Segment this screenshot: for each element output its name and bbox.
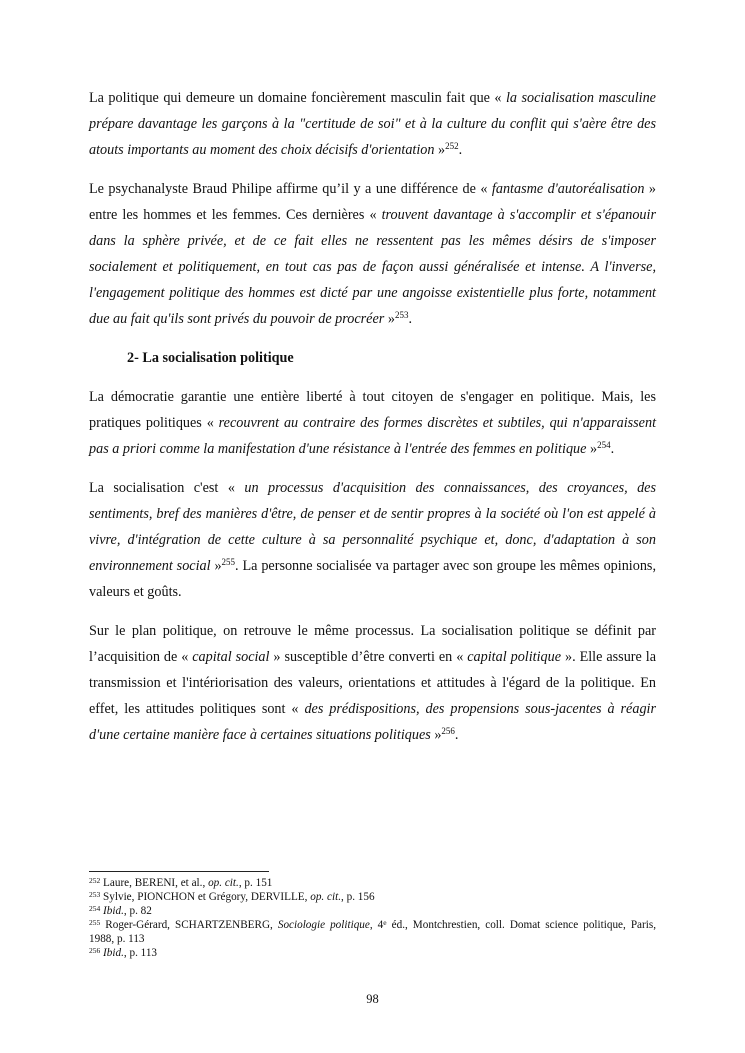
text-span: , p. 113	[123, 947, 158, 959]
footnote-254	[89, 904, 656, 918]
text-span: »	[210, 558, 222, 574]
text-span: .	[408, 311, 412, 327]
section-heading	[127, 345, 656, 371]
footnote-ref: 255	[89, 918, 101, 927]
text-span: La socialisation c'est «	[89, 480, 245, 496]
text-span: trouvent davantage à s'accomplir et s'épanouir dans la sphère privée, et de ce fait elles ne ressentent pas les mêmes désirs de s'imposer socialement et politiquement, en tout cas pas de façon aussi généralisée et intense. A l'inverse, l'engagement politique des hommes est dicté par une angoisse existentielle plus forte, notamment due au fait qu'ils sont privés du pouvoir de procréer	[89, 207, 656, 327]
footnote-ref: 252	[89, 876, 101, 885]
text-span: Ibid.	[103, 947, 124, 959]
text-span: , p. 156	[341, 891, 375, 903]
text-span: , 4	[369, 919, 384, 931]
footnotes	[89, 876, 656, 960]
paragraph	[89, 85, 656, 163]
text-span: Sylvie, PIONCHON et Grégory, DERVILLE,	[100, 891, 311, 903]
footnote-255	[89, 918, 656, 946]
text-span: , p. 151	[238, 877, 273, 889]
text-span: fantasme d'autoréalisation	[491, 181, 645, 197]
text-span: recouvrent au contraire des formes discrètes et subtiles, qui n'apparaissent pas a priori comme la manifestation d'une résistance à l'entrée des femmes en politique	[89, 415, 657, 457]
footnote-ref: 254	[597, 440, 611, 450]
text-span: Ibid.	[103, 905, 124, 917]
text-span: La politique qui demeure un domaine foncièrement masculin fait que «	[89, 90, 506, 106]
text-span: Laure, BERENI, et al.,	[100, 877, 209, 889]
text-span: Sur le plan politique, on retrouve le même processus. La socialisation politique se définit par l’acquisition de «	[89, 623, 656, 665]
footnote-ref: 253	[89, 890, 101, 899]
paragraph	[89, 618, 656, 748]
text-span: »	[430, 727, 442, 743]
text-span: la socialisation masculine prépare davantage les garçons à la "certitude de soi" et à la culture du conflit qui s'aère être des atouts importants au moment des choix décisifs d'orientation	[89, 90, 656, 158]
paragraph	[89, 176, 656, 332]
text-span: La démocratie garantie une entière liberté à tout citoyen de s'engager en politique. Mais, les pratiques politiques «	[89, 389, 656, 431]
text-span: Sociologie politique	[277, 919, 370, 931]
footnote-ref: 253	[394, 310, 409, 320]
footnote-253	[89, 890, 656, 904]
text-span: capital social	[192, 649, 270, 665]
text-span: .	[454, 727, 459, 743]
text-span: .	[610, 441, 615, 457]
page-number: 98	[366, 992, 379, 1006]
text-span: Le psychanalyste Braud Philipe affirme qu’il y a une différence de «	[89, 181, 492, 197]
footnote-ref: e	[383, 918, 387, 927]
footnote-ref: 255	[221, 557, 236, 567]
text-span: .	[458, 142, 463, 158]
footnote-separator	[89, 871, 269, 872]
text-span: capital politique	[467, 649, 562, 665]
text-span: des prédispositions, des propensions sous-jacentes à réagir d'une certaine manière face à certaines situations politiques	[89, 701, 657, 743]
body-text	[89, 85, 656, 761]
text-span: » susceptible d’être converti en «	[269, 649, 468, 665]
text-span: ». Elle assure la transmission et l'intériorisation des valeurs, orientations et attitudes à l'égard de la politique. En effet, les attitudes politiques sont «	[89, 649, 656, 717]
footnote-ref: 256	[89, 946, 101, 955]
footnote-256	[89, 946, 656, 960]
text-span: . La personne socialisée va partager avec son groupe les mêmes opinions, valeurs et goûts.	[89, 558, 656, 600]
footnote-252	[89, 876, 656, 890]
paragraph	[89, 384, 656, 462]
paragraph	[89, 475, 656, 605]
text-span: éd., Montchrestien, coll. Domat science politique, Paris, 1988, p. 113	[89, 919, 656, 945]
footnote-ref: 254	[89, 904, 101, 913]
text-span: op. cit.	[310, 891, 341, 903]
text-span: op. cit.	[208, 877, 239, 889]
footnote-ref: 256	[441, 726, 455, 736]
text-span: Roger-Gérard, SCHARTZENBERG,	[100, 919, 278, 931]
text-span: »	[434, 142, 446, 158]
text-span: » entre les hommes et les femmes. Ces dernières «	[89, 181, 656, 223]
footnote-ref: 252	[445, 141, 459, 151]
text-span: , p. 82	[123, 905, 152, 917]
text-span: »	[384, 311, 395, 327]
text-span: »	[586, 441, 598, 457]
text-span: un processus d'acquisition des connaissances, des croyances, des sentiments, bref des manières d'être, de penser et de sentir propres à la société où l'on est appelé à vivre, d'intégration de cette culture à sa personnalité psychique et, donc, d'adaptation à son environnement social	[89, 480, 656, 574]
text-span: 2- La socialisation politique	[127, 350, 294, 366]
